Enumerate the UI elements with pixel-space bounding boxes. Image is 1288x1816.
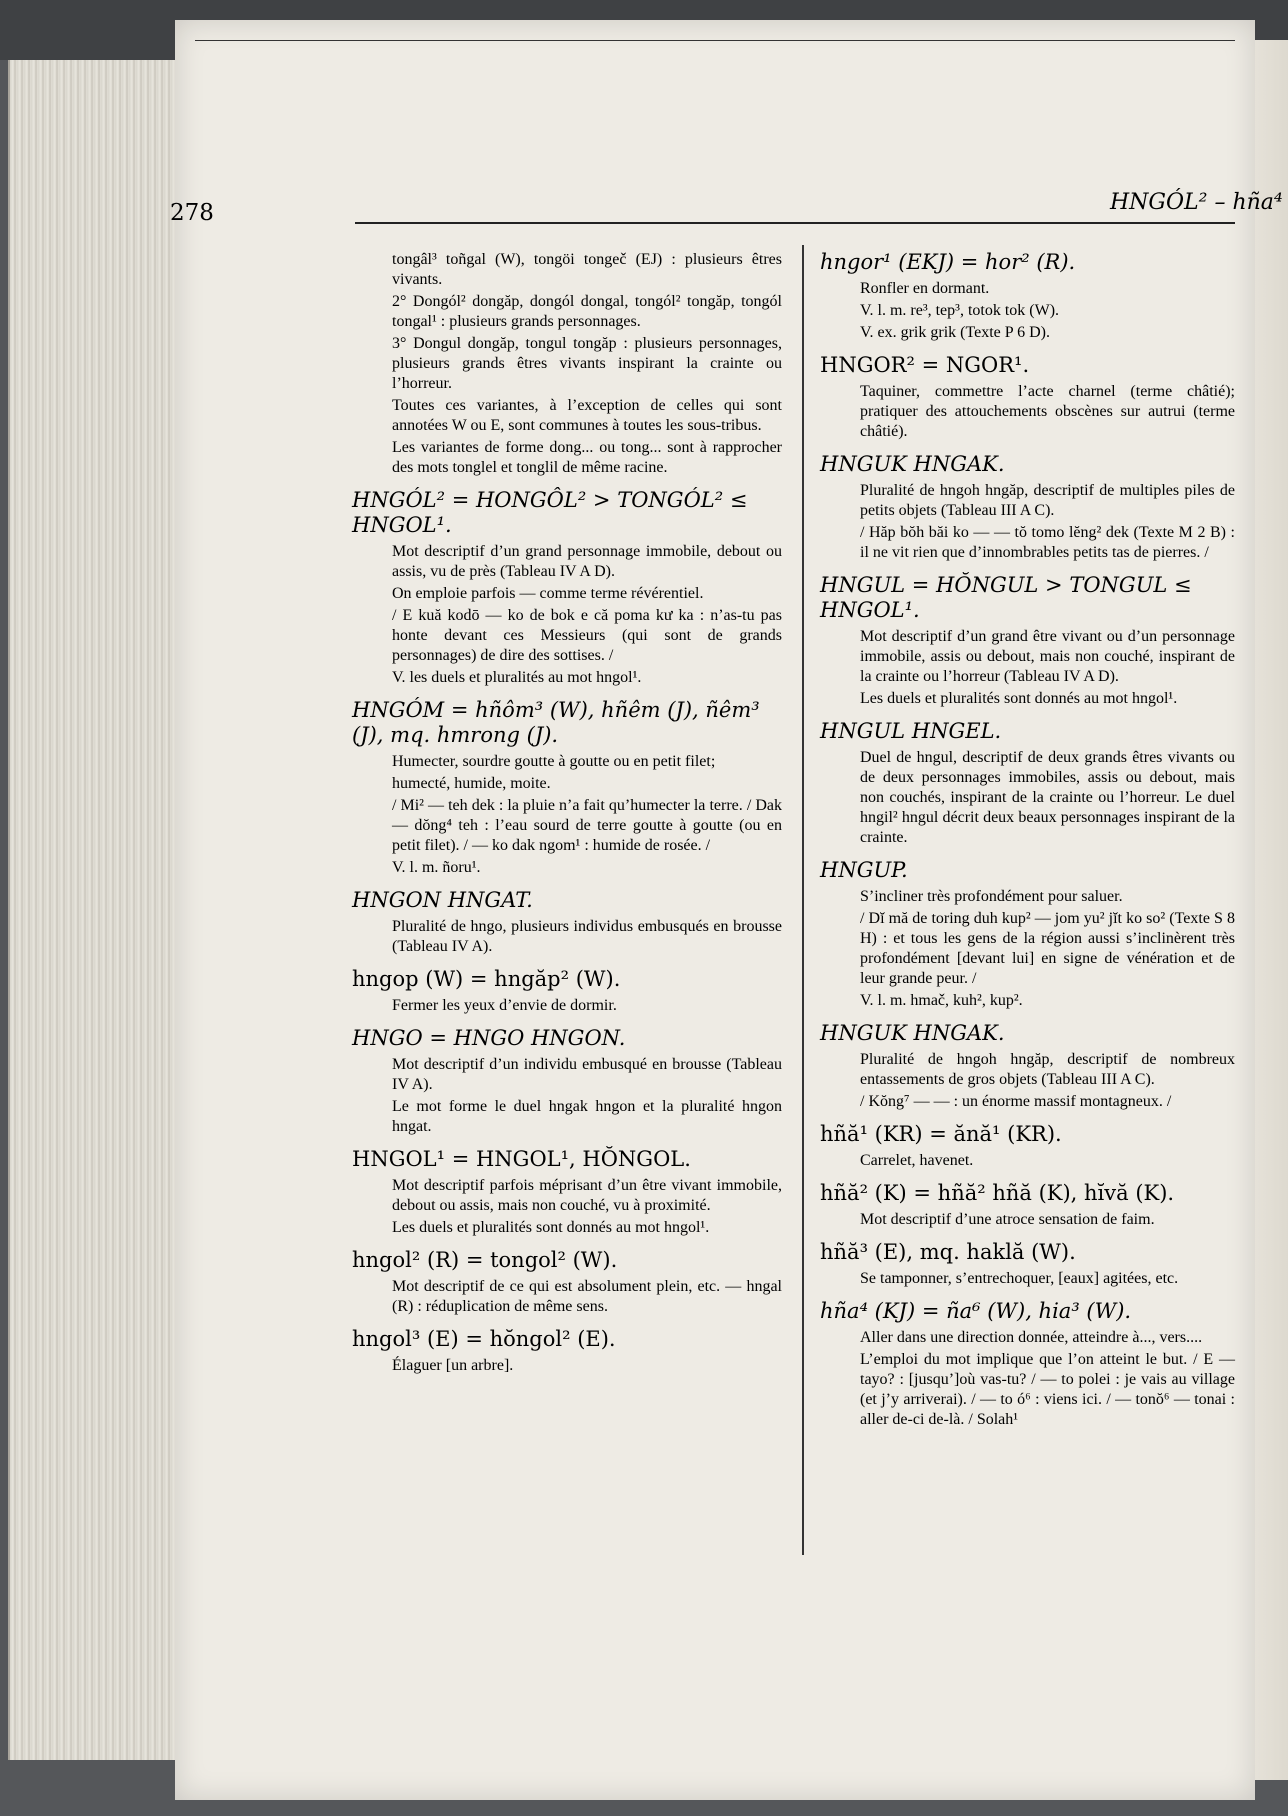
entry-headword: hngop (W) = hngăp² (W).	[352, 967, 621, 991]
entry-headword: HNGON HNGAT.	[352, 888, 533, 912]
entry-line: Les duels et pluralités sont donnés au mot hngol¹.	[860, 690, 1178, 707]
dictionary-entry	[820, 1122, 1235, 1171]
running-head: HNGÓL² – hña⁴	[1110, 190, 1283, 215]
entry-line: / Kŏng⁷ — — : un énorme massif montagneux. /	[860, 1093, 1172, 1110]
entry-line: On emploie parfois — comme terme révérentiel.	[392, 585, 704, 602]
entry-line: Mot descriptif parfois méprisant d’un être vivant immobile, debout ou assis, mais non couché, vu à proximité.	[392, 1177, 782, 1214]
intro-line: tongâl³ toñgal (W), tongöi tongeč (EJ) : plusieurs êtres vivants.	[392, 251, 782, 288]
entry-line: Mot descriptif d’un grand être vivant ou d’un personnage immobile, assis ou debout, mais non couché, inspirant de la crainte ou l’horreur (Tableau IV A D).	[860, 628, 1235, 685]
entry-line: humecté, humide, moite.	[392, 775, 551, 792]
dictionary-entry	[820, 719, 1235, 848]
entry-line: Mot descriptif d’un grand personnage immobile, debout ou assis, vu de près (Tableau IV A D).	[392, 543, 782, 580]
entry-headword: HNGOL¹ = HNGOL¹, HŎNGOL.	[352, 1147, 691, 1171]
dictionary-entry	[820, 1299, 1235, 1430]
entry-line: V. les duels et pluralités au mot hngol¹.	[392, 669, 642, 686]
entry-headword: HNGO = HNGO HNGON.	[352, 1026, 626, 1050]
entry-line: / Hăp bŏh băi ko — — tŏ tomo lĕng² dek (Texte M 2 B) : il ne vit rien que d’innombrables petits tas de pierres. /	[860, 524, 1235, 561]
entry-headword: HNGUK HNGAK.	[820, 452, 1005, 476]
intro-line: Toutes ces variantes, à l’exception de celles qui sont annotées W ou E, sont communes à toutes les sous-tribus.	[392, 397, 782, 434]
entry-line: Se tamponner, s’entrechoquer, [eaux] agitées, etc.	[860, 1270, 1179, 1287]
entry-line: Pluralité de hngoh hngăp, descriptif de multiples piles de petits objets (Tableau III A C).	[860, 482, 1235, 519]
intro-line: Les variantes de forme dong... ou tong... sont à rapprocher des mots tonglel et tonglil de même racine.	[392, 439, 782, 476]
entry-headword: HNGUP.	[820, 858, 908, 882]
entry-line: V. l. m. ñoru¹.	[392, 859, 481, 876]
entry-line: Pluralité de hngoh hngăp, descriptif de nombreux entassements de gros objets (Tableau III A C).	[860, 1051, 1235, 1088]
entry-headword: HNGUK HNGAK.	[820, 1021, 1005, 1045]
dictionary-entry	[820, 1240, 1235, 1289]
entry-line: Mot descriptif de ce qui est absolument plein, etc. — hngal (R) : réduplication de même sens.	[392, 1278, 782, 1315]
entry-headword: hñă² (K) = hñă² hñă (K), hĭvă (K).	[820, 1181, 1175, 1205]
entry-line: S’incliner très profondément pour saluer.	[860, 888, 1123, 905]
column-divider	[802, 245, 804, 1555]
entry-headword: HNGÓL² = HONGÔL² > TONGÓL² ≤ HNGOL¹.	[352, 488, 748, 537]
entry-line: Le mot forme le duel hngak hngon et la pluralité hngon hngat.	[392, 1098, 782, 1135]
entry-line: Duel de hngul, descriptif de deux grands êtres vivants ou de deux personnages immobiles, assis ou debout, mais non couchés, inspirant de la crainte ou l’horreur. Le duel hngil² hngul décrit deux beaux personnages inspirant de la crainte.	[860, 749, 1235, 846]
intro-block	[352, 250, 782, 478]
entry-headword: HNGÓM = hñôm³ (W), hñêm (J), ñêm³ (J), mq. hmrong (J).	[352, 698, 760, 747]
entry-line: Ronfler en dormant.	[860, 280, 990, 297]
dictionary-entry	[352, 1026, 782, 1137]
entry-line: / Mi² — teh dek : la pluie n’a fait qu’humecter la terre. / Dak — dŏng⁴ teh : l’eau sourd de terre goutte à goutte (ou en petit filet). / — ko dak ngom¹ : humide de rosée. /	[392, 797, 782, 854]
entry-line: Humecter, sourdre goutte à goutte ou en petit filet;	[392, 753, 716, 770]
entry-headword: hngor¹ (EKJ) = hor² (R).	[820, 250, 1076, 274]
entry-line: Pluralité de hngo, plusieurs individus embusqués en brousse (Tableau IV A).	[392, 918, 782, 955]
entry-headword: HNGUL HNGEL.	[820, 719, 1002, 743]
entry-line: Taquiner, commettre l’acte charnel (terme châtié); pratiquer des attouchements obscènes sur autrui (terme châtié).	[860, 383, 1235, 440]
entry-headword: hña⁴ (KJ) = ña⁶ (W), hia³ (W).	[820, 1299, 1132, 1323]
entry-line: V. ex. grik grik (Texte P 6 D).	[860, 324, 1050, 341]
dictionary-entry	[820, 452, 1235, 563]
entry-line: / E kuă kodō — ko de bok e că poma kư ka : n’as-tu pas honte devant ces Messieurs (qui sont de grands personnages) de dire des sottises. /	[392, 607, 782, 664]
book-page-edges	[8, 60, 200, 1760]
entry-line: L’emploi du mot implique que l’on atteint le but. / E — tayo? : [jusqu’]où vas-tu? / — to polei : je vais au village (et j’y arriverai). / — to ó⁶ : viens ici. / — tonŏ⁶ — tonai : aller de-ci de-là. / Solah¹	[860, 1351, 1235, 1428]
header-rule	[355, 222, 1235, 224]
page-top-line	[195, 40, 1235, 41]
dictionary-entry	[820, 250, 1235, 343]
entry-line: Mot descriptif d’une atroce sensation de faim.	[860, 1211, 1155, 1228]
page-number: 278	[170, 200, 214, 226]
dictionary-entry	[820, 573, 1235, 709]
dictionary-entry	[820, 1181, 1235, 1230]
entry-headword: HNGUL = HŎNGUL > TONGUL ≤ HNGOL¹.	[820, 573, 1192, 622]
intro-line: 2° Dongól² dongăp, dongól dongal, tongól² tongăp, tongól tongal¹ : plusieurs grands personnages.	[392, 293, 782, 330]
dictionary-entry	[352, 698, 782, 878]
dictionary-entry	[820, 1021, 1235, 1112]
dictionary-entry	[352, 488, 782, 688]
left-column	[352, 250, 782, 1386]
dictionary-entry	[352, 1248, 782, 1317]
dictionary-entry	[352, 967, 782, 1016]
entry-line: V. l. m. hmač, kuh², kup².	[860, 992, 1023, 1009]
entry-headword: hñă³ (E), mq. haklă (W).	[820, 1240, 1076, 1264]
entry-line: Fermer les yeux d’envie de dormir.	[392, 997, 617, 1014]
dictionary-entry	[820, 858, 1235, 1011]
intro-line: 3° Dongul dongăp, tongul tongăp : plusieurs personnages, plusieurs grands êtres vivants inspirant la crainte ou l’horreur.	[392, 335, 782, 392]
dictionary-entry	[352, 1327, 782, 1376]
entry-headword: HNGOR² = NGOR¹.	[820, 353, 1030, 377]
entry-line: Élaguer [un arbre].	[392, 1357, 514, 1374]
right-column	[820, 250, 1235, 1440]
dictionary-entry	[352, 888, 782, 957]
entry-headword: hñă¹ (KR) = ănă¹ (KR).	[820, 1122, 1062, 1146]
entry-headword: hngol² (R) = tongol² (W).	[352, 1248, 618, 1272]
entry-line: V. l. m. re³, tep³, totok tok (W).	[860, 302, 1060, 319]
dictionary-entry	[352, 1147, 782, 1238]
entry-line: Aller dans une direction donnée, atteindre à..., vers....	[860, 1329, 1203, 1346]
dictionary-entry	[820, 353, 1235, 442]
entry-line: Les duels et pluralités sont donnés au mot hngol¹.	[392, 1219, 710, 1236]
entry-line: Carrelet, havenet.	[860, 1152, 974, 1169]
entry-line: / Dĭ mă de toring duh kup² — jom yu² jĭt ko so² (Texte S 8 H) : et tous les gens de la région aussi s’inclinèrent très profondément [devant lui] en signe de vénération et de leur grande peur. /	[860, 910, 1235, 987]
entry-line: Mot descriptif d’un individu embusqué en brousse (Tableau IV A).	[392, 1056, 782, 1093]
entry-headword: hngol³ (E) = hŏngol² (E).	[352, 1327, 616, 1351]
